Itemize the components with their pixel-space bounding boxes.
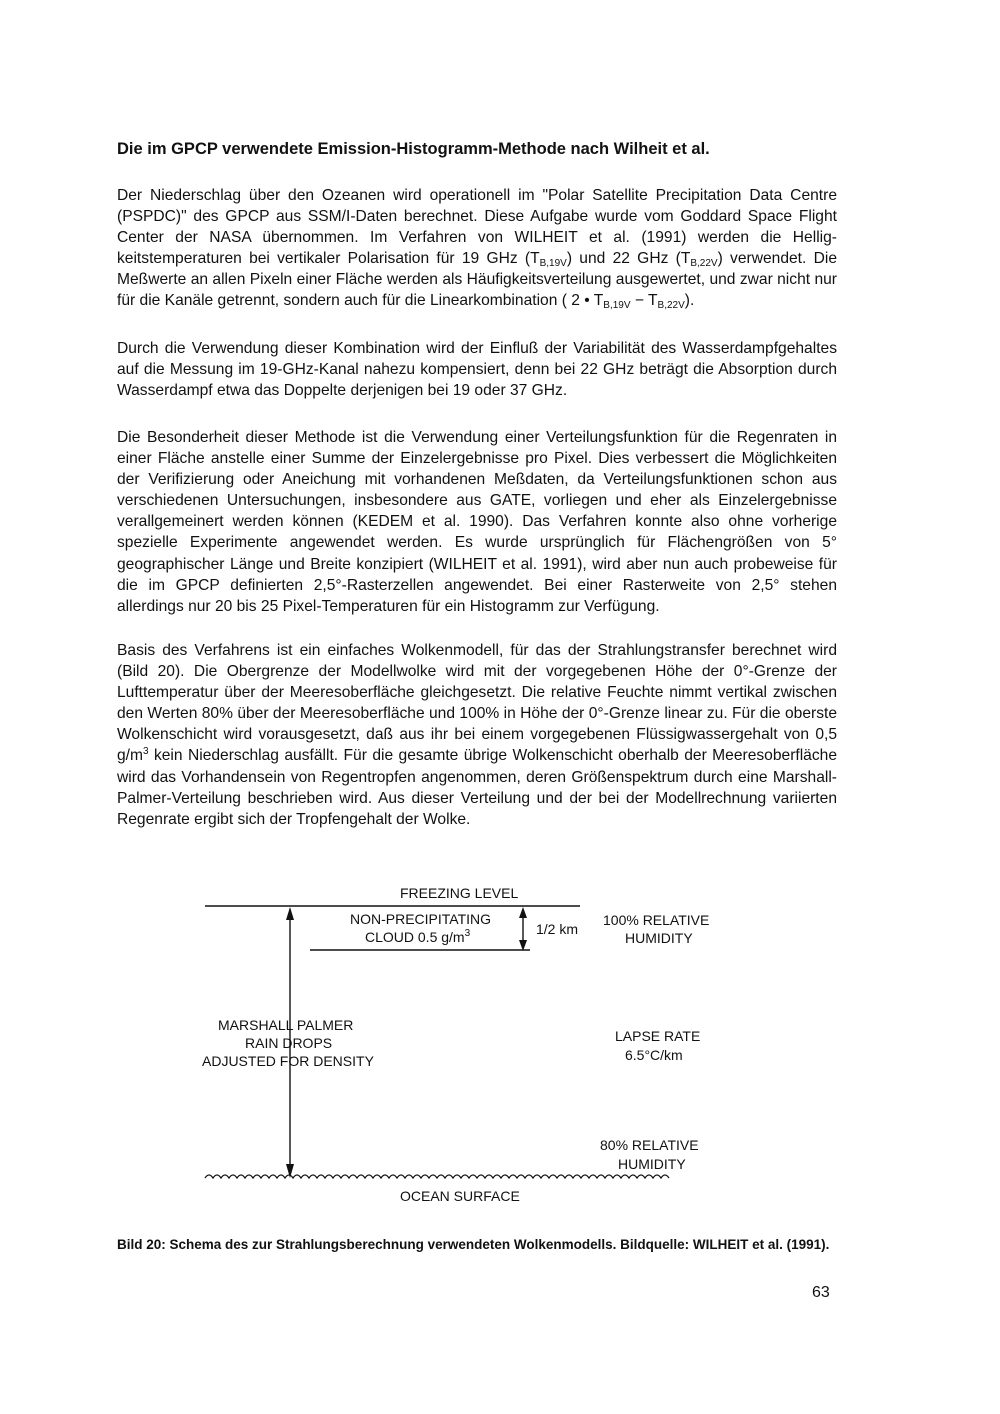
- lapse-rate-line2: 6.5°C/km: [625, 1047, 683, 1063]
- page-number: 63: [812, 1284, 830, 1301]
- half-km-arrow-head-up: [519, 907, 527, 918]
- ocean-surface-wave: [205, 1175, 669, 1178]
- lapse-rate-line1: LAPSE RATE: [615, 1028, 701, 1044]
- main-arrow-head-up: [286, 907, 294, 920]
- cloud-label-line2: CLOUD 0.5 $g/m^3$: [365, 928, 471, 945]
- section-heading: Die im GPCP verwendete Emission-Histogramm-Methode nach Wilheit et al.: [117, 140, 710, 158]
- humidity-100-line2: HUMIDITY: [625, 930, 693, 946]
- humidity-80-line2: HUMIDITY: [618, 1156, 686, 1172]
- rain-label-line1: MARSHALL PALMER: [218, 1017, 354, 1033]
- figure-caption: Bild 20: Schema des zur Strahlungsberechnung verwendeten Wolkenmodells. Bildquelle: WILHEIT et al. (1991).: [117, 1237, 830, 1252]
- paragraph-4: Basis des Verfahrens ist ein einfaches Wolkenmodell, für das der Strahlungstransfer berechnet wird (Bild 20). Die Obergrenze der Modellwolke wird mit der vorgegebenen Höhe der 0°-Grenze der Lufttemperatur über der Meeresoberfläche gleichgesetzt. Die relative Feuchte nimmt vertikal zwischen den Werten 80% über der Meeresoberfläche und 100% in Höhe der 0°-Grenze linear zu. Für die oberste Wolkenschicht wird vorausgesetzt, daß aus ihr bei einem vorgegebenen Flüssigwassergehalt von 0,5 $g/m^3$ kein Niederschlag ausfällt. Für die gesamte übrige Wolkenschicht oberhalb der Meeresoberfläche wird das Vorhandensein von Regentropfen angenommen, deren Größenspektrum durch eine Marshall-Palmer-Verteilung beschrieben wird. Aus dieser Verteilung und der bei der Modellrechnung variierten Regenrate ergibt sich der Tropfengehalt der Wolke.: [117, 642, 837, 828]
- cloud-model-diagram: [190, 878, 750, 1213]
- ocean-surface-label: OCEAN SURFACE: [400, 1188, 520, 1204]
- paragraph-1: Der Niederschlag über den Ozeanen wird operationell im "Polar Satellite Precipitation Data Centre (PSPDC)" des GPCP aus SSM/I-Daten berechnet. Diese Aufgabe wurde vom Goddard Space Flight Center der NASA übernommen. Im Verfahren von WILHEIT et al. (1991) werden die Helligkeitstemperaturen bei vertikaler Polarisation für 19 GHz $(T_{B,19V})$ und 22 GHz $(T_{B,22V})$ verwendet. Die Meßwerte an allen Pixeln einer Fläche werden als Häufigkeitsverteilung ausgewertet, und zwar nicht nur für die Kanäle getrennt, sondern auch für die Linearkombination ( 2 • $T_{B,19V} - T_{B,22V}$).: [117, 187, 837, 312]
- paragraph-2: Durch die Verwendung dieser Kombination wird der Einfluß der Variabilität des Wasserdampfgehaltes auf die Messung im 19-GHz-Kanal nahezu kompensiert, denn bei 22 GHz beträgt die Absorption durch Wasserdampf etwa das Doppelte derjenigen bei 19 oder 37 GHz.: [117, 340, 837, 400]
- cloud-label-line1: NON-PRECIPITATING: [350, 911, 492, 927]
- humidity-100-line1: 100% RELATIVE: [603, 912, 710, 928]
- rain-label-line3: ADJUSTED FOR DENSITY: [202, 1053, 374, 1069]
- freezing-level-label: FREEZING LEVEL: [400, 885, 519, 901]
- paragraph-3: Die Besonderheit dieser Methode ist die Verwendung einer Verteilungsfunktion für die Regenraten in einer Fläche anstelle einer Summe der Einzelergebnisse pro Pixel. Dies verbessert die Möglichkeiten der Verifizierung oder Aneichung mit vorhandenen Meßdaten, da Verteilungsfunktionen schon aus verschiedenen Untersuchungen, insbesondere aus GATE, vorliegen und eher als Einzelergebnisse verallgemeinert werden können (KEDEM et al. 1990). Das Verfahren konnte also ohne vorherige spezielle Experimente angewendet werden. Es wurde ursprünglich für Flächengrößen von 5° geographischer Länge und Breite konzipiert (WILHEIT et al. 1991), wird aber nun auch probeweise für die im GPCP definierten 2,5°-Rasterzellen angewendet. Bei einer Rasterweite von 2,5° stehen allerdings nur 20 bis 25 Pixel-Temperaturen für ein Histogramm zur Verfügung.: [117, 429, 837, 615]
- rain-label-line2: RAIN DROPS: [245, 1035, 333, 1051]
- humidity-80-line1: 80% RELATIVE: [600, 1137, 699, 1153]
- half-km-label: 1/2 km: [536, 921, 579, 937]
